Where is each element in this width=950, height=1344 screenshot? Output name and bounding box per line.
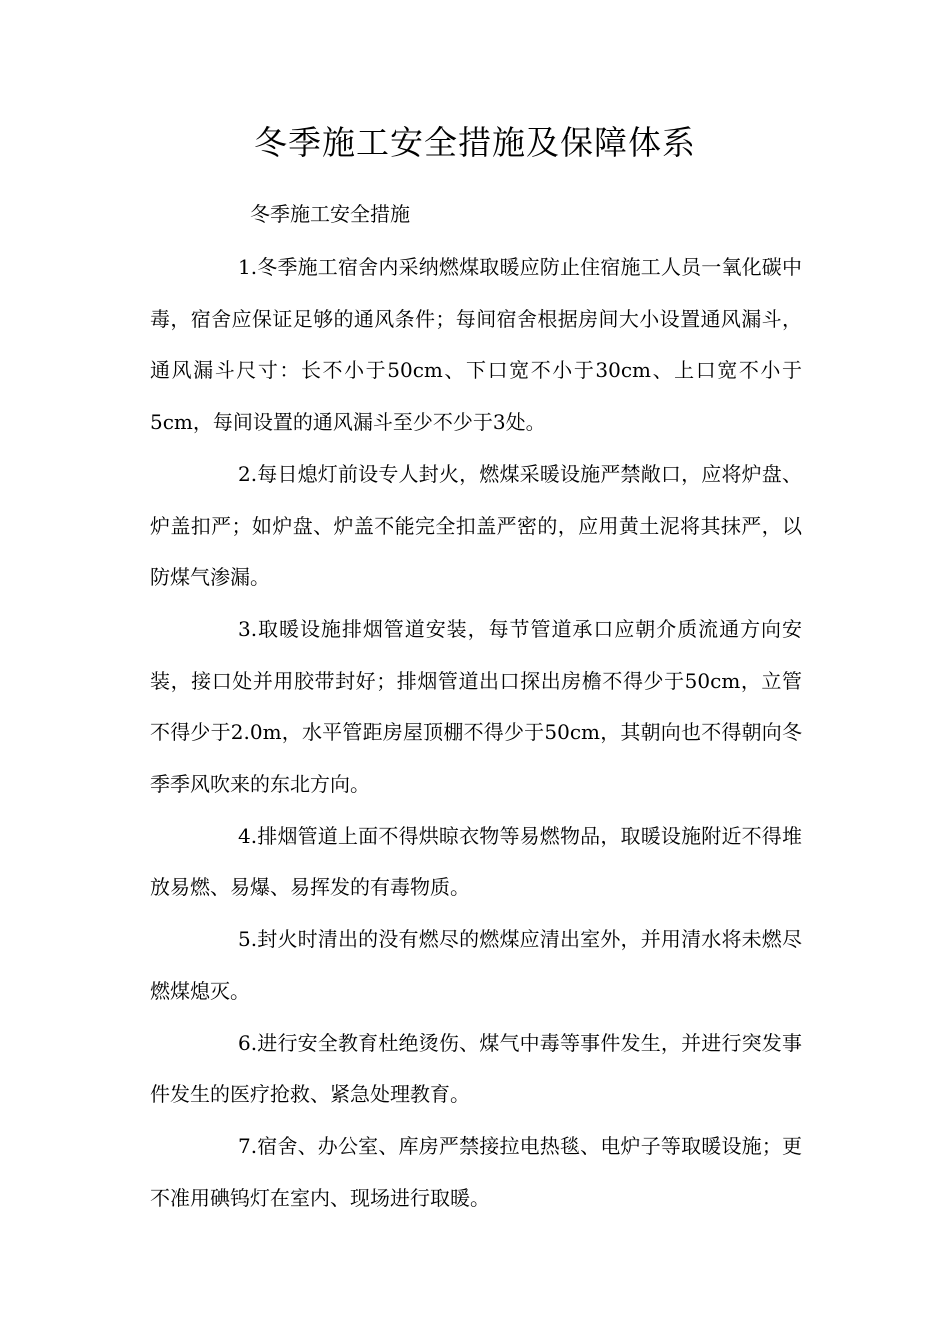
paragraph-2: 2.每日熄灯前设专人封火，燃煤采暖设施严禁敞口，应将炉盘、炉盖扣严；如炉盘、炉盖不能完全扣盖严密的，应用黄土泥将其抹严，以防煤气渗漏。 — [150, 461, 802, 590]
paragraph-4: 4.排烟管道上面不得烘晾衣物等易燃物品，取暖设施附近不得堆放易燃、易爆、易挥发的有毒物质。 — [150, 823, 802, 900]
section-heading: 冬季施工安全措施 — [250, 202, 410, 226]
paragraph-5: 5.封火时清出的没有燃尽的燃煤应清出室外，并用清水将未燃尽燃煤熄灭。 — [150, 927, 802, 1003]
paragraph-1: 1.冬季施工宿舍内采纳燃煤取暖应防止住宿施工人员一氧化碳中毒，宿舍应保证足够的通风条件；每间宿舍根据房间大小设置通风漏斗，通风漏斗尺寸：长不小于50cm、下口宽不小于30cm、上口宽不小于5cm，每间设置的通风漏斗至少不少于3处。 — [150, 255, 802, 435]
paragraph-3: 3.取暖设施排烟管道安装，每节管道承口应朝介质流通方向安装，接口处并用胶带封好；排烟管道出口探出房檐不得少于50cm，立管不得少于2.0m，水平管距房屋顶棚不得少于50cm，其朝向也不得朝向冬季季风吹来的东北方向。 — [150, 616, 802, 797]
paragraph-6: 6.进行安全教育杜绝烫伤、煤气中毒等事件发生，并进行突发事件发生的医疗抢救、紧急处理教育。 — [150, 1030, 802, 1107]
document-body — [150, 242, 802, 1224]
paragraph-7: 7.宿舍、办公室、库房严禁接拉电热毯、电炉子等取暖设施；更不准用碘钨灯在室内、现场进行取暖。 — [150, 1133, 802, 1210]
document-title: 冬季施工安全措施及保障体系 — [254, 123, 696, 162]
